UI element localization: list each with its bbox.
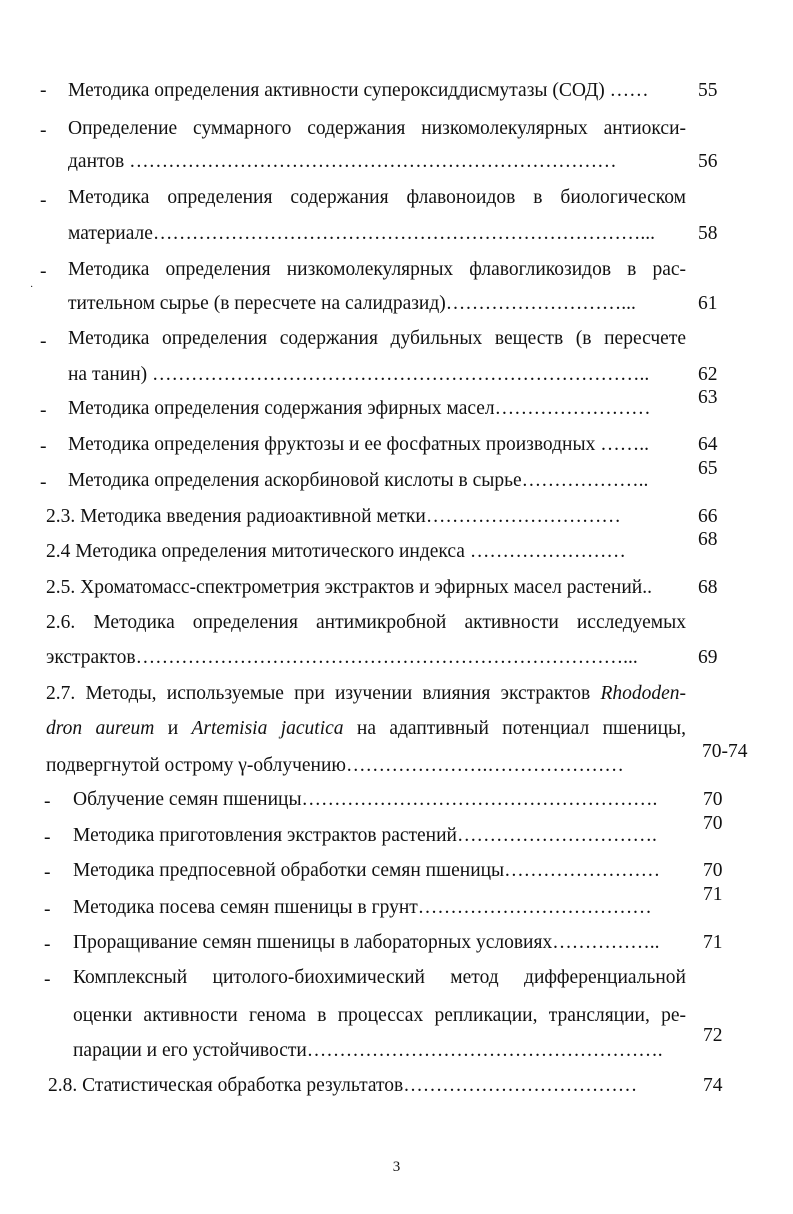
toc-page-number: 58: [698, 223, 718, 244]
toc-page-number: 71: [703, 932, 723, 953]
toc-entry-text: парации и его устойчивости……………………………………………….: [73, 1040, 663, 1061]
bullet-dash: -: [40, 331, 47, 352]
bullet-dash: -: [40, 261, 47, 282]
toc-page-number: 64: [698, 434, 718, 455]
toc-page-number: 70-74: [702, 741, 748, 762]
toc-entry-text: Методика определения аскорбиновой кислоты в сырье………………..: [68, 470, 649, 491]
toc-entry-text: оценки активности генома в процессах репликации, трансляции, ре-: [73, 1005, 686, 1026]
toc-entry-text: Методика посева семян пшеницы в грунт………………………………: [73, 897, 652, 918]
toc-page-number: 55: [698, 80, 718, 101]
toc-entry-text: Методика определения фруктозы и ее фосфатных производных ……..: [68, 434, 649, 455]
bullet-dash: -: [40, 400, 47, 421]
toc-entry-text: Методика определения активности супероксиддисмутазы (СОД) ……: [68, 80, 649, 101]
toc-entry-text: на танин) …………………………………………………………………..: [68, 364, 650, 385]
toc-entry-text: экстрактов…………………………………………………………………...: [46, 647, 638, 668]
toc-entry-text: 2.7. Методы, используемые при изучении влияния экстрактов Rhododen-: [46, 683, 686, 704]
toc-entry-text: материале…………………………………………………………………...: [68, 223, 656, 244]
toc-entry-text: Облучение семян пшеницы……………………………………………….: [73, 789, 658, 810]
toc-page-number: 65: [698, 458, 718, 479]
toc-entry-text: Методика определения содержания флавоноидов в биологическом: [68, 187, 686, 208]
toc-entry-text: тительном сырье (в пересчете на салидразид)………………………...: [68, 293, 636, 314]
bullet-dash: -: [44, 862, 51, 883]
toc-entry-text: Методика определения содержания дубильных веществ (в пересчете: [68, 328, 686, 349]
toc-entry-text: Проращивание семян пшеницы в лабораторных условиях……………..: [73, 932, 660, 953]
toc-entry-text: 2.4 Методика определения митотического индекса ……………………: [46, 541, 626, 562]
bullet-dash: -: [40, 472, 47, 493]
toc-page-number: 68: [698, 529, 718, 550]
bullet-dash: -: [44, 969, 51, 990]
toc-page-number: 63: [698, 387, 718, 408]
bullet-dash: -: [44, 899, 51, 920]
toc-entry-text: Определение суммарного содержания низкомолекулярных антиокси-: [68, 118, 686, 139]
bullet-dash: -: [40, 120, 47, 141]
toc-page-number: 70: [703, 813, 723, 834]
toc-page-number: 61: [698, 293, 718, 314]
toc-page-number: 62: [698, 364, 718, 385]
toc-entry-text: Методика приготовления экстрактов растений………………………….: [73, 825, 657, 846]
toc-entry-text: Методика определения низкомолекулярных флавогликозидов в рас-: [68, 259, 686, 280]
toc-entry-text: 2.5. Хроматомасс-спектрометрия экстрактов и эфирных масел растений..: [46, 577, 652, 598]
toc-page-number: 71: [703, 884, 723, 905]
toc-entry-text: дантов …………………………………………………………………: [68, 151, 617, 172]
toc-page-number: 66: [698, 506, 718, 527]
bullet-dash: -: [40, 80, 47, 101]
toc-page-number: 74: [703, 1075, 723, 1096]
bullet-dash: -: [44, 827, 51, 848]
toc-entry-text: Комплексный цитолого-биохимический метод дифференциальной: [73, 967, 686, 988]
toc-page-number: 70: [703, 860, 723, 881]
toc-entry-text: Методика предпосевной обработки семян пшеницы……………………: [73, 860, 661, 881]
toc-entry-text: 2.6. Методика определения антимикробной активности исследуемых: [46, 612, 686, 633]
bullet-dash: -: [44, 791, 51, 812]
toc-page-number: 68: [698, 577, 718, 598]
scan-speck: ·: [30, 282, 34, 293]
toc-entry-text: 2.3. Методика введения радиоактивной метки…………………………: [46, 506, 621, 527]
toc-entry-text: Методика определения содержания эфирных масел……………………: [68, 398, 651, 419]
toc-page-number: 56: [698, 151, 718, 172]
toc-entry-text: подвергнутой острому γ-облучению………………….…………………: [46, 755, 624, 776]
toc-entry-text: 2.8. Статистическая обработка результатов………………………………: [48, 1075, 638, 1096]
bullet-dash: -: [40, 190, 47, 211]
toc-page-number: 69: [698, 647, 718, 668]
bullet-dash: -: [40, 436, 47, 457]
page-number: 3: [392, 1159, 401, 1175]
toc-page-number: 72: [703, 1025, 723, 1046]
bullet-dash: -: [44, 934, 51, 955]
toc-entry-text: dron aureum и Artemisia jacutica на адаптивный потенциал пшеницы,: [46, 718, 686, 739]
toc-page-number: 70: [703, 789, 723, 810]
